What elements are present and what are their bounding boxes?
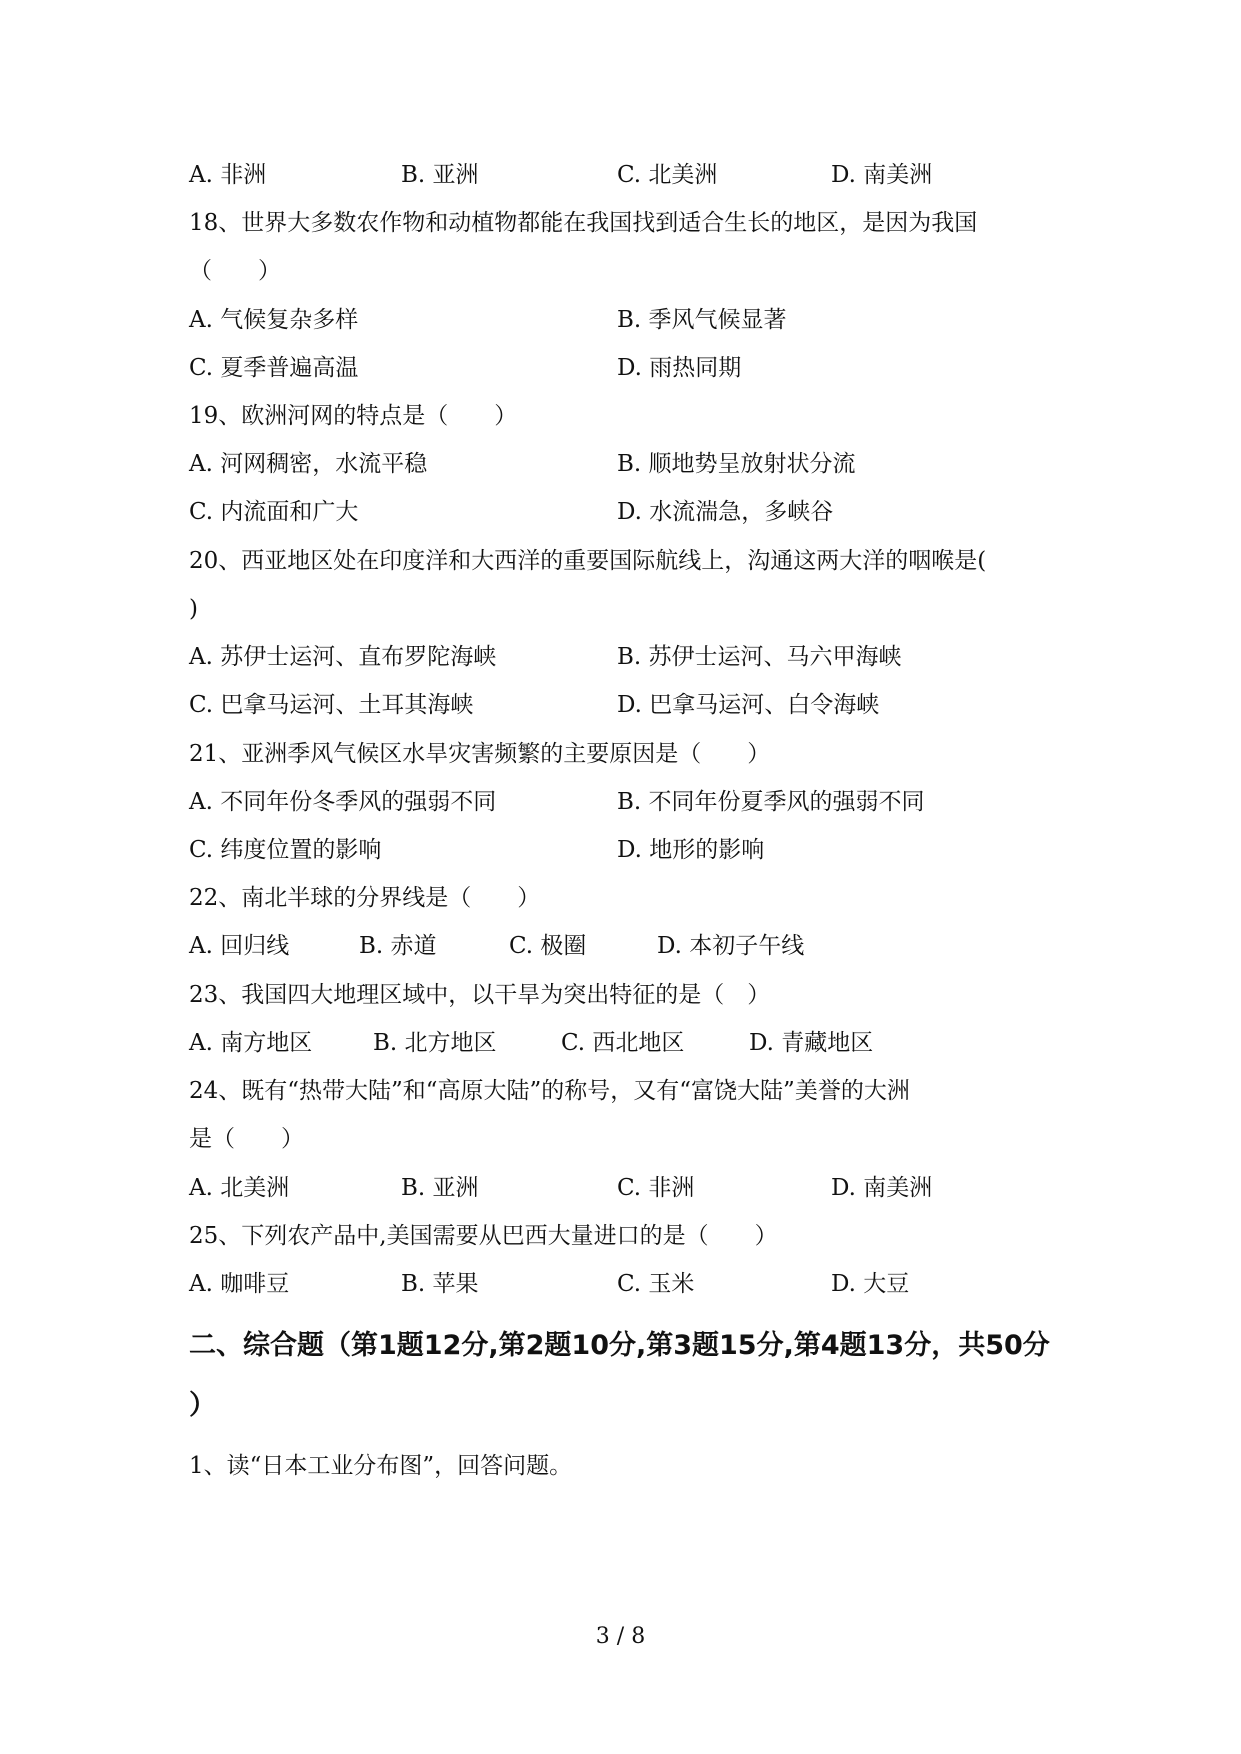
q24-stem-continuation: 是（ ） bbox=[189, 1126, 304, 1152]
q25-stem: 25、下列农产品中,美国需要从巴西大量进口的是（ ） bbox=[189, 1223, 778, 1249]
q17-options-row bbox=[189, 155, 1056, 195]
q20-options-row-1 bbox=[189, 637, 1056, 677]
q18-option-d: D. 雨热同期 bbox=[617, 355, 742, 381]
q20-option-c: C. 巴拿马运河、土耳其海峡 bbox=[189, 692, 474, 718]
q19-option-b: B. 顺地势呈放射状分流 bbox=[617, 451, 856, 477]
q24-options-row bbox=[189, 1168, 1056, 1208]
q21-option-c: C. 纬度位置的影响 bbox=[189, 837, 382, 863]
q21-option-d: D. 地形的影响 bbox=[617, 837, 765, 863]
q22-options-row bbox=[189, 926, 1056, 966]
q22-option-d: D. 本初子午线 bbox=[657, 933, 805, 959]
q22-option-b: B. 赤道 bbox=[359, 933, 437, 959]
q25-option-a: A. 咖啡豆 bbox=[189, 1271, 290, 1297]
q18-option-a: A. 气候复杂多样 bbox=[189, 307, 359, 333]
q23-option-c: C. 西北地区 bbox=[561, 1030, 685, 1056]
q18-option-b: B. 季风气候显著 bbox=[617, 307, 787, 333]
q21-stem: 21、亚洲季风气候区水旱灾害频繁的主要原因是（ ） bbox=[189, 741, 771, 767]
q19-stem: 19、欧洲河网的特点是（ ） bbox=[189, 403, 518, 429]
q24-option-c: C. 非洲 bbox=[617, 1175, 695, 1201]
q21-options-row-2 bbox=[189, 830, 1056, 870]
q21-option-b: B. 不同年份夏季风的强弱不同 bbox=[617, 789, 925, 815]
q20-option-a: A. 苏伊士运河、直布罗陀海峡 bbox=[189, 644, 497, 670]
q23-option-d: D. 青藏地区 bbox=[749, 1030, 874, 1056]
q19-options-row-1 bbox=[189, 444, 1056, 484]
q20-stem-continuation: ) bbox=[189, 596, 198, 622]
q24-option-b: B. 亚洲 bbox=[401, 1175, 479, 1201]
q19-option-a: A. 河网稠密，水流平稳 bbox=[189, 451, 428, 477]
q20-stem: 20、西亚地区处在印度洋和大西洋的重要国际航线上，沟通这两大洋的咽喉是( bbox=[189, 548, 987, 574]
q24-stem: 24、既有“热带大陆”和“高原大陆”的称号，又有“富饶大陆”美誉的大洲 bbox=[189, 1078, 910, 1104]
q23-option-a: A. 南方地区 bbox=[189, 1030, 313, 1056]
q23-stem: 23、我国四大地理区域中，以干旱为突出特征的是（ ） bbox=[189, 982, 771, 1008]
q19-option-d: D. 水流湍急，多峡谷 bbox=[617, 499, 834, 525]
q23-option-b: B. 北方地区 bbox=[373, 1030, 497, 1056]
q18-stem-continuation: （ ） bbox=[189, 258, 281, 284]
section2-q1-stem: 1、读“日本工业分布图”，回答问题。 bbox=[189, 1453, 573, 1479]
q24-option-d: D. 南美洲 bbox=[831, 1175, 933, 1201]
page-number: 3 / 8 bbox=[595, 1624, 646, 1649]
q18-options-row-2 bbox=[189, 348, 1056, 388]
q19-option-c: C. 内流面和广大 bbox=[189, 499, 359, 525]
section-heading-continuation: ） bbox=[189, 1390, 216, 1421]
q17-option-a: A. 非洲 bbox=[189, 162, 267, 188]
q22-option-a: A. 回归线 bbox=[189, 933, 290, 959]
q25-option-d: D. 大豆 bbox=[831, 1271, 910, 1297]
section-heading: 二、综合题（第1题12分,第2题10分,第3题15分,第4题13分，共50分 bbox=[189, 1330, 1050, 1361]
q18-option-c: C. 夏季普遍高温 bbox=[189, 355, 359, 381]
q25-options-row bbox=[189, 1264, 1056, 1304]
q20-option-b: B. 苏伊士运河、马六甲海峡 bbox=[617, 644, 902, 670]
q20-option-d: D. 巴拿马运河、白令海峡 bbox=[617, 692, 880, 718]
q18-options-row-1 bbox=[189, 300, 1056, 340]
q18-stem: 18、世界大多数农作物和动植物都能在我国找到适合生长的地区，是因为我国 bbox=[189, 210, 978, 236]
q20-options-row-2 bbox=[189, 685, 1056, 725]
q17-option-c: C. 北美洲 bbox=[617, 162, 718, 188]
q21-option-a: A. 不同年份冬季风的强弱不同 bbox=[189, 789, 497, 815]
q24-option-a: A. 北美洲 bbox=[189, 1175, 290, 1201]
q23-options-row bbox=[189, 1023, 1056, 1063]
q22-option-c: C. 极圈 bbox=[509, 933, 587, 959]
q25-option-c: C. 玉米 bbox=[617, 1271, 695, 1297]
q21-options-row-1 bbox=[189, 782, 1056, 822]
q17-option-d: D. 南美洲 bbox=[831, 162, 933, 188]
q22-stem: 22、南北半球的分界线是（ ） bbox=[189, 885, 541, 911]
q25-option-b: B. 苹果 bbox=[401, 1271, 479, 1297]
q19-options-row-2 bbox=[189, 492, 1056, 532]
q17-option-b: B. 亚洲 bbox=[401, 162, 479, 188]
